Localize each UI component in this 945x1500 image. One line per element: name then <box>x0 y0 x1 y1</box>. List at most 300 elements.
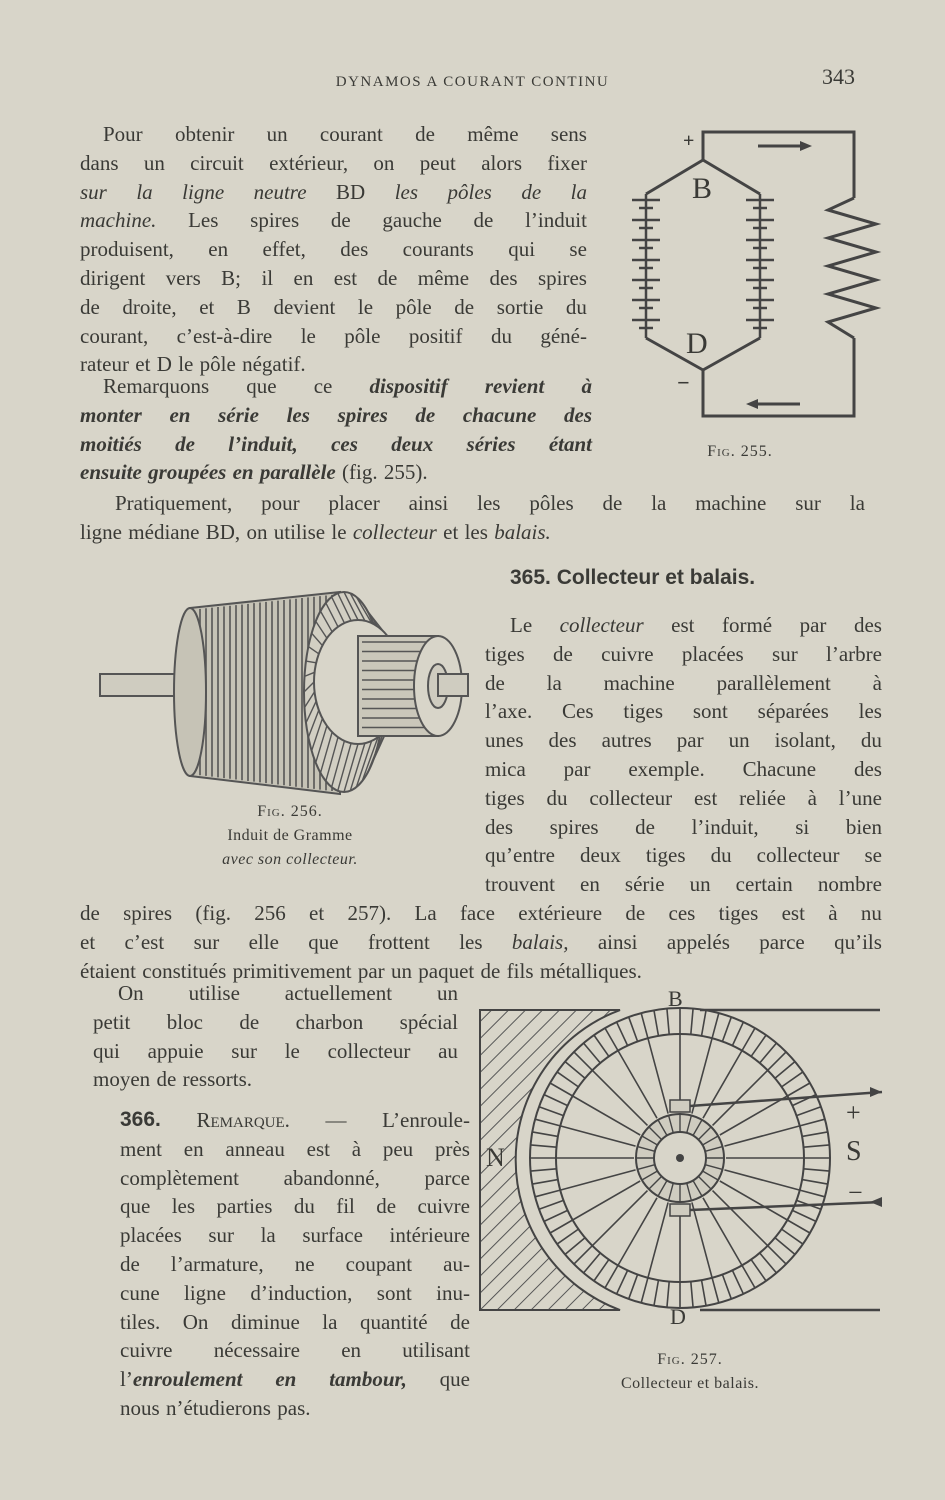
word: sur <box>80 179 107 204</box>
ring-winding <box>617 1022 628 1046</box>
word: du <box>710 843 732 868</box>
ring-winding <box>742 1265 755 1288</box>
ring-winding <box>760 1253 777 1273</box>
word: extérieure <box>518 901 603 925</box>
word: ainsi <box>597 929 638 954</box>
word: de <box>480 958 501 983</box>
word: la <box>849 491 865 515</box>
word: de <box>239 1009 260 1034</box>
word: en <box>580 872 600 897</box>
winding-connector <box>692 1038 712 1113</box>
ring-winding <box>802 1132 828 1137</box>
word: pôles <box>447 179 492 204</box>
word: les <box>286 402 310 427</box>
ring-winding <box>800 1190 825 1197</box>
winding-connector <box>560 1126 635 1146</box>
fig-257-label-b: B <box>668 986 683 1011</box>
ring-winding <box>702 1010 707 1036</box>
ring-winding <box>792 1210 816 1221</box>
word: des <box>564 402 592 427</box>
word: de <box>521 179 542 204</box>
word: les <box>171 1194 196 1219</box>
word: B <box>236 294 251 319</box>
word: de <box>552 641 573 666</box>
word: de <box>120 1251 140 1276</box>
text-line <box>485 841 882 870</box>
text-line <box>120 1279 470 1308</box>
word: de <box>376 1194 397 1219</box>
winding-connector <box>648 1038 668 1113</box>
word: ligne <box>184 1280 226 1305</box>
word: séries <box>466 431 516 456</box>
fig-257-label: Fig. 257. <box>657 1351 723 1368</box>
text-line <box>120 1135 470 1164</box>
ring-winding <box>617 1270 628 1294</box>
word: moitiés <box>80 431 142 456</box>
word: métalliques. <box>539 958 642 983</box>
word: le <box>357 294 374 319</box>
text-line <box>80 372 592 401</box>
word: ensuite <box>80 460 142 485</box>
text-line <box>80 264 587 293</box>
word: médiane <box>128 519 200 544</box>
word-part: l’ <box>120 1367 133 1392</box>
word: un <box>266 122 288 146</box>
text-line <box>120 1221 470 1250</box>
text-line <box>120 1365 470 1394</box>
word: dispositif <box>369 374 448 398</box>
word: est <box>671 613 695 637</box>
word: si <box>795 814 810 839</box>
word: à <box>581 374 592 398</box>
word: et <box>199 294 215 319</box>
winding-connector <box>573 1181 641 1220</box>
word: certain <box>735 872 793 897</box>
word: de <box>330 208 351 233</box>
word: deux <box>391 431 434 456</box>
word: pôle <box>395 294 432 319</box>
word: des <box>340 237 369 262</box>
fig-257-plus: + <box>846 1098 861 1127</box>
word: collecteur <box>327 1038 411 1063</box>
word: tiles. <box>120 1309 161 1334</box>
word: utilise <box>273 519 326 544</box>
word: ligne <box>182 179 225 204</box>
ring-winding <box>654 1010 659 1036</box>
text-line <box>120 1394 470 1423</box>
word: BD, <box>205 519 241 544</box>
fig-257-minus: − <box>848 1178 863 1207</box>
word: appuie <box>147 1038 204 1063</box>
word: en <box>208 237 229 262</box>
word: pour <box>261 491 300 515</box>
word: L’enroule- <box>382 1108 470 1132</box>
word: coupant <box>345 1251 413 1276</box>
word: en <box>293 265 314 290</box>
fig-255-label: Fig. 255. <box>707 443 773 460</box>
text-line <box>485 813 882 842</box>
fig-255-label-b: B <box>692 172 713 205</box>
word: dirigent <box>80 265 146 290</box>
word: par <box>799 613 827 637</box>
word: (fig. <box>342 460 378 485</box>
word: même <box>417 265 470 290</box>
word: on <box>246 519 268 544</box>
page-number: 343 <box>822 64 855 89</box>
ring-winding <box>539 1200 563 1209</box>
fig-257-label-d: D <box>670 1304 686 1329</box>
word: collecteur <box>559 613 644 637</box>
word: nombre <box>817 872 882 897</box>
word: circuit <box>190 150 244 175</box>
ring-winding <box>565 1062 585 1079</box>
word-part: enroulement <box>132 1367 243 1392</box>
word: et <box>443 519 459 544</box>
winding-connector <box>724 1126 799 1146</box>
word: utilise <box>188 981 240 1005</box>
ring-winding <box>605 1028 618 1051</box>
word: de <box>175 431 195 456</box>
word: isolant, <box>774 728 836 753</box>
fig-255-plus: + <box>683 130 695 152</box>
word: de <box>450 1309 470 1334</box>
text-line <box>93 1065 458 1094</box>
word: des <box>548 728 577 753</box>
word: La <box>414 901 437 925</box>
text-line <box>80 458 592 487</box>
word: fil <box>336 1194 355 1219</box>
text-line <box>80 401 592 430</box>
word: n’étudierons <box>165 1395 271 1420</box>
text-line <box>485 697 882 726</box>
ring-winding <box>544 1095 568 1106</box>
word: se <box>864 843 882 868</box>
word: charbon <box>295 1009 364 1034</box>
word: de <box>415 122 435 146</box>
word: spécial <box>399 1009 458 1034</box>
word: en <box>183 1136 204 1161</box>
word: la <box>322 1309 338 1334</box>
word: nous <box>120 1395 160 1420</box>
word: balais. <box>494 519 551 544</box>
text-line <box>93 1008 458 1037</box>
ring-winding <box>751 1035 766 1056</box>
word: qu’entre <box>485 843 555 868</box>
ring-winding <box>768 1052 786 1070</box>
text-line <box>80 928 882 957</box>
word: machine <box>603 670 675 695</box>
ring-winding <box>787 1083 810 1096</box>
word: cuivre <box>601 641 654 666</box>
text-line <box>120 1308 470 1337</box>
ring-winding <box>535 1119 560 1126</box>
word: fils <box>506 958 534 983</box>
word: sur <box>208 1223 235 1248</box>
fig-256-label: Fig. 256. <box>257 803 323 820</box>
ring-winding <box>532 1180 558 1185</box>
word: de <box>80 294 100 319</box>
word: ainsi <box>408 491 449 515</box>
ring-winding <box>550 1220 573 1233</box>
word: placées <box>681 641 744 666</box>
word: du <box>293 1194 315 1219</box>
ring-winding <box>722 1275 731 1299</box>
word: extérieur, <box>269 150 349 175</box>
winding-connector <box>724 1170 799 1190</box>
fig-257-caption-text: Collecteur et balais. <box>620 1375 759 1392</box>
ring-winding <box>667 1009 669 1035</box>
ring-winding <box>768 1246 786 1264</box>
word: moyen <box>93 1067 151 1092</box>
word: dans <box>80 150 119 175</box>
word: appelés <box>666 929 730 954</box>
text-line <box>80 430 592 459</box>
word: est <box>781 901 805 925</box>
ring-winding <box>691 1009 693 1035</box>
word: le <box>300 323 316 348</box>
word: ligne <box>80 519 122 544</box>
word: tambour, <box>329 1367 407 1392</box>
word: de <box>625 901 646 925</box>
word: pôle <box>344 323 381 348</box>
ring-winding <box>629 1275 638 1299</box>
word: en <box>341 1338 362 1363</box>
paragraph-neutral-line <box>80 120 587 379</box>
text-line <box>485 726 882 755</box>
ring-winding <box>557 1229 578 1244</box>
word: étant <box>548 431 592 456</box>
word: géné- <box>540 323 587 348</box>
text-line <box>80 899 882 928</box>
fig-256-gramme-armature <box>100 578 470 813</box>
word: par <box>676 728 704 753</box>
word: séparées <box>757 699 829 724</box>
word: tiges <box>718 901 759 925</box>
ring-winding <box>584 1043 601 1063</box>
word: placées <box>120 1223 182 1248</box>
word: surface <box>302 1223 363 1248</box>
word: l’arbre <box>826 641 882 666</box>
word: frottent <box>368 929 430 954</box>
word: reliée <box>739 785 786 810</box>
word: D <box>156 352 172 377</box>
word: quantité <box>359 1309 428 1334</box>
word: ces <box>668 901 696 925</box>
word: que <box>246 374 277 398</box>
word: 256 <box>254 901 286 925</box>
word: les <box>459 929 483 954</box>
word: de <box>602 491 623 515</box>
text-line <box>120 1106 470 1135</box>
word: par <box>357 958 385 983</box>
word: effet, <box>262 237 306 262</box>
fig-256-caption-line1: Induit de Gramme <box>227 827 353 844</box>
word: chacune <box>462 402 537 427</box>
word: pôles <box>529 491 574 515</box>
winding-connector <box>560 1170 635 1190</box>
word: utilisant <box>402 1338 470 1363</box>
word: la <box>651 491 667 515</box>
text-line <box>80 120 587 149</box>
word: de <box>415 402 436 427</box>
word: en <box>232 460 254 485</box>
paragraph-collector <box>485 611 882 899</box>
word: ce <box>313 374 333 398</box>
word: paquet <box>418 958 475 983</box>
paragraph-carbon-brush <box>93 979 458 1094</box>
word: c’est <box>124 929 165 954</box>
winding-connector <box>720 1181 788 1220</box>
text-line <box>485 870 882 899</box>
word: du <box>546 785 568 810</box>
section-366-label: Remarque. <box>196 1108 290 1132</box>
ring-winding <box>594 1260 609 1281</box>
word: primitivement <box>232 958 352 983</box>
word: machine. <box>80 208 157 233</box>
word: de <box>635 814 655 839</box>
word: parallèlement <box>716 670 831 695</box>
running-header: DYNAMOS A COURANT CONTINU <box>335 74 610 90</box>
text-line <box>120 1164 470 1193</box>
word: les <box>394 179 419 204</box>
word: monter <box>80 402 142 427</box>
word: Chacune <box>742 756 817 781</box>
paragraph-collector-brushes-intro <box>80 489 865 547</box>
word: BD <box>336 179 366 204</box>
word: 255). <box>383 460 428 485</box>
word: et <box>80 929 96 954</box>
section-number: 365. <box>510 566 551 589</box>
word: peut <box>419 150 456 175</box>
word: l’induit <box>525 208 587 233</box>
word: courant <box>319 122 383 146</box>
word: des <box>489 265 518 290</box>
word: nécessaire <box>213 1338 300 1363</box>
word: intérieure <box>389 1223 470 1248</box>
word: neutre <box>253 179 307 204</box>
word: spires <box>250 208 300 233</box>
word: nu <box>860 901 882 925</box>
word: d’induction, <box>250 1280 353 1305</box>
text-line <box>485 611 882 640</box>
ring-winding <box>800 1119 825 1126</box>
ring-winding <box>544 1210 568 1221</box>
ring-winding <box>722 1017 731 1041</box>
fig-256-caption-line2: avec son collecteur. <box>222 851 358 868</box>
word: qui <box>508 237 536 262</box>
word: en <box>275 1367 297 1392</box>
word: les <box>464 519 488 544</box>
paragraph-series-parallel <box>80 372 592 487</box>
word: étaient <box>80 958 136 983</box>
ring-winding <box>782 1072 803 1087</box>
word: gauche <box>382 208 442 233</box>
ring-winding <box>584 1253 601 1273</box>
fig-257-label-s: S <box>846 1136 862 1167</box>
word: exemple. <box>628 756 705 781</box>
winding-connector <box>573 1096 641 1135</box>
word: balais, <box>511 929 569 954</box>
word: le <box>331 519 347 544</box>
word: constitués <box>142 958 227 983</box>
word: peu <box>382 1136 414 1161</box>
word: bien <box>845 814 882 839</box>
winding-connector <box>692 1202 712 1277</box>
word: même <box>467 122 519 146</box>
word: ressorts. <box>182 1067 252 1092</box>
word <box>120 1365 243 1394</box>
text-line <box>120 1192 470 1221</box>
word: de <box>156 1067 177 1092</box>
ring-winding <box>594 1035 609 1056</box>
winding-connector <box>648 1202 668 1277</box>
word: l’induit, <box>228 431 298 456</box>
word: Le <box>510 613 533 637</box>
winding-connector <box>618 1051 657 1119</box>
word: actuellement <box>284 981 393 1005</box>
section-title: Collecteur et balais. <box>556 566 756 589</box>
ring-winding <box>574 1246 592 1264</box>
ring-winding <box>539 1107 563 1116</box>
word: l’induit, <box>691 814 759 839</box>
word: la <box>260 1223 276 1248</box>
word: 257). <box>347 901 392 925</box>
word: qui <box>93 1038 120 1063</box>
text-line <box>485 755 882 784</box>
word: inu- <box>436 1280 470 1305</box>
ring-winding <box>797 1107 821 1116</box>
ring-winding <box>531 1145 557 1147</box>
ring-winding <box>782 1229 803 1244</box>
word: au <box>438 1038 458 1063</box>
current-arrow-icon <box>800 141 812 151</box>
word: cune <box>120 1280 160 1305</box>
fig-256-caption <box>190 800 390 872</box>
word: à <box>828 901 838 925</box>
text-line <box>93 979 458 1008</box>
text-line <box>485 669 882 698</box>
current-in-arrow-icon <box>870 1197 882 1207</box>
word: sur <box>193 929 220 954</box>
word: obtenir <box>174 122 235 146</box>
winding-connector <box>703 1051 742 1119</box>
text-line <box>80 322 587 351</box>
word: que <box>308 929 339 954</box>
section-366-number: 366. <box>120 1108 161 1131</box>
winding-connector <box>618 1198 657 1266</box>
word: collecteur <box>756 843 840 868</box>
ring-winding <box>605 1265 618 1288</box>
ring-winding <box>532 1132 558 1137</box>
word: bloc <box>166 1009 203 1034</box>
word: est <box>693 785 718 810</box>
ring-winding <box>574 1052 592 1070</box>
word: parce <box>424 1165 470 1190</box>
current-out-arrow-icon <box>870 1087 882 1097</box>
text-line <box>93 1037 458 1066</box>
ring-winding <box>535 1190 560 1197</box>
text-line <box>80 235 587 264</box>
winding-connector <box>713 1191 768 1246</box>
word: spires <box>123 901 173 925</box>
word: que <box>120 1194 151 1219</box>
word: du <box>860 728 882 753</box>
word: petit <box>93 1009 131 1034</box>
word: l’une <box>838 785 882 810</box>
paragraph-remark <box>120 1106 470 1423</box>
word: courant, <box>80 323 149 348</box>
word: par <box>563 756 591 781</box>
